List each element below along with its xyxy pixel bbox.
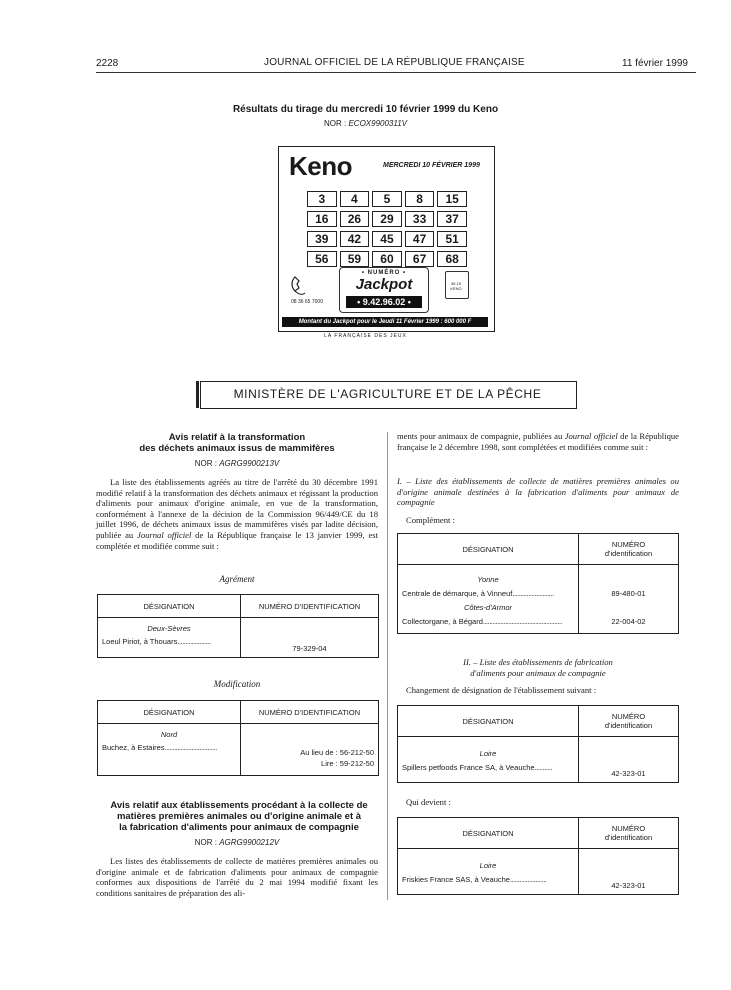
ident-new: Lire : 59-212-50 <box>321 759 374 768</box>
column-header: DÉSIGNATION <box>398 706 579 737</box>
establishment-name: Loeul Piriot, à Thouars..................... <box>102 637 211 646</box>
table-fabrication-old <box>397 705 679 783</box>
keno-title: Résultats du tirage du mercredi 10 février 1999 du Keno <box>232 104 499 115</box>
identification-numbers <box>579 565 679 634</box>
column-header: DÉSIGNATION <box>398 534 579 565</box>
keno-footer: LA FRANÇAISE DES JEUX <box>324 333 407 339</box>
establishment-name: Spillers petfoods France SA, à Veauche........... <box>402 762 553 772</box>
keno-number: 3 <box>307 191 337 207</box>
jackpot-banner: Montant du Jackpot pour le Jeudi 11 Février 1999 : 600 000 F <box>282 317 488 327</box>
avis2-body: Les listes des établissements de collecte de matières premières animales ou d'origine animale et de fabrication d'aliments pour animaux de compagnie conformes aux dispositions de l'arrêté du 2 mai 1994 modifié fixant les conditions sanitaires de préparation des ali- <box>96 856 378 898</box>
establishment-name: Collectorgane, à Bégard.................................................. <box>402 617 563 626</box>
keno-logo: Keno <box>289 151 352 181</box>
keno-draw-date: MERCREDI 10 FÉVRIER 1999 <box>383 162 480 169</box>
keno-number: 42 <box>340 231 370 247</box>
column-header: NUMÉRO d'identification <box>579 818 679 849</box>
avis1-nor <box>96 459 378 468</box>
complement-label: Complément : <box>406 515 455 525</box>
avis2-nor <box>96 838 378 847</box>
keno-row <box>307 191 467 207</box>
keno-number: 59 <box>340 251 370 267</box>
table-agrement <box>97 594 379 658</box>
keno-number-grid <box>307 191 467 271</box>
keno-row <box>307 211 467 227</box>
keno-number: 26 <box>340 211 370 227</box>
table-cell-designation <box>98 618 241 658</box>
avis1-title-line: des déchets animaux issus de mammifères <box>139 443 335 454</box>
body-text: de la République française le 13 janvier 1999, est complétée et modifiée comme suit : <box>96 529 378 551</box>
devient-label: Qui devient : <box>406 797 451 807</box>
minitel-code: 36 15 KENO <box>450 281 462 291</box>
keno-row <box>307 231 467 247</box>
nor-label: NOR : <box>194 459 217 468</box>
nor-code: ECOX9900311V <box>348 119 408 128</box>
jackpot-word: Jackpot <box>355 276 413 293</box>
region-name: Côtes-d'Armor <box>463 603 513 612</box>
table-cell-designation <box>398 565 579 634</box>
region-name: Nord <box>160 730 178 739</box>
keno-number: 15 <box>437 191 467 207</box>
column-header: NUMÉRO d'identification <box>579 706 679 737</box>
table-collecte <box>397 533 679 634</box>
avis1-title <box>96 432 378 454</box>
identification-number: 42-323-01 <box>579 849 679 895</box>
keno-number: 68 <box>437 251 467 267</box>
section-1-title: I. – Liste des établissements de collecte de matières premières animales ou d'origine animale destinées à la fabrication d'aliments pour animaux de compagnie <box>397 476 679 508</box>
keno-number: 56 <box>307 251 337 267</box>
avis2-title-line: la fabrication d'aliments pour animaux de compagnie <box>119 822 359 833</box>
column-header: DÉSIGNATION <box>98 701 241 724</box>
avis2-title-line: Avis relatif aux établissements procédant à la collecte de <box>110 800 368 811</box>
issue-date: 11 février 1999 <box>622 58 688 69</box>
table-modification <box>97 700 379 776</box>
body-text: La liste des établissements agréés au titre de l'arrêté du 30 décembre 1991 modifié relatif à la transformation des déchets animaux et régissant la production d'aliments pour animaux d'origine animale, en vue de la transformation, conformément à l'annexe de la décision de la Commission 96/449/CE du 18 juillet 1996, de déchets animaux issus de mammifères visés par ladite décision, publiée au <box>96 477 378 540</box>
identification-number <box>241 724 379 776</box>
region-name: Loire <box>479 860 497 870</box>
avis2-continuation: ments pour animaux de compagnie, publiées au Journal officiel de la République française le 2 décembre 1998, sont complétées et modifiées comme suit : <box>397 431 679 452</box>
nor-code: AGRG9900213V <box>219 459 280 468</box>
nor-label: NOR : <box>194 838 217 847</box>
header-rule <box>96 72 696 73</box>
table-cell-designation <box>398 737 579 783</box>
column-header: NUMÉRO d'identification <box>579 534 679 565</box>
nor-code: AGRG9900212V <box>219 838 280 847</box>
nor-label: NOR : <box>323 119 347 128</box>
keno-nor <box>0 119 731 128</box>
region-name: Deux-Sèvres <box>147 624 191 633</box>
keno-number: 45 <box>372 231 402 247</box>
ident-old: Au lieu de : 56-212-50 <box>300 748 374 757</box>
keno-ticket <box>278 146 495 332</box>
identification-number: 22-004-02 <box>611 617 646 626</box>
identification-number: 89-480-01 <box>611 589 646 598</box>
ministry-heading: MINISTÈRE DE L'AGRICULTURE ET DE LA PÊCHE <box>233 387 542 401</box>
change-label: Changement de désignation de l'établissement suivant : <box>406 685 597 695</box>
keno-number: 47 <box>405 231 435 247</box>
keno-number: 8 <box>405 191 435 207</box>
keno-number: 33 <box>405 211 435 227</box>
keno-number: 51 <box>437 231 467 247</box>
keno-number: 67 <box>405 251 435 267</box>
table-cell-designation <box>98 724 241 776</box>
phone-number: 08 36 65 7000 <box>291 299 323 305</box>
column-header: DÉSIGNATION <box>398 818 579 849</box>
keno-number: 37 <box>437 211 467 227</box>
keno-number: 60 <box>372 251 402 267</box>
jackpot-number: • 9.42.96.02 • <box>346 296 422 308</box>
table-fabrication-new <box>397 817 679 895</box>
keno-number: 5 <box>372 191 402 207</box>
keno-number: 29 <box>372 211 402 227</box>
region-name: Yonne <box>477 575 499 584</box>
column-header: NUMÉRO D'IDENTIFICATION <box>241 701 379 724</box>
section-2-title: II. – Liste des établissements de fabrication d'aliments pour animaux de compagnie <box>463 657 613 678</box>
avis1-title-line: Avis relatif à la transformation <box>168 432 306 443</box>
journal-reference: Journal officiel <box>137 529 192 540</box>
establishment-name: Buchez, à Estaires................................. <box>102 743 217 752</box>
section-agrement: Agrément <box>219 574 255 584</box>
jackpot-label: • NUMÉRO • <box>361 270 407 276</box>
avis2-title <box>96 800 382 833</box>
ministry-bar <box>196 381 199 408</box>
column-header: NUMÉRO D'IDENTIFICATION <box>241 595 379 618</box>
keno-number: 39 <box>307 231 337 247</box>
keno-number: 16 <box>307 211 337 227</box>
journal-title: JOURNAL OFFICIEL DE LA RÉPUBLIQUE FRANÇAISE <box>264 57 525 68</box>
journal-reference: Journal officiel <box>564 431 618 441</box>
establishment-name: Centrale de démarque, à Vinneuf.......................... <box>402 589 554 598</box>
jackpot-box <box>339 267 429 313</box>
establishment-name: Friskies France SAS, à Veauche....................... <box>402 874 547 884</box>
identification-number: 42-323-01 <box>579 737 679 783</box>
column-divider <box>387 432 388 900</box>
avis1-body <box>96 477 378 551</box>
region-name: Loire <box>479 748 497 758</box>
keno-row <box>307 251 467 267</box>
keno-number: 4 <box>340 191 370 207</box>
page-number: 2228 <box>96 58 119 69</box>
column-header: DÉSIGNATION <box>98 595 241 618</box>
section-modification: Modification <box>213 679 261 689</box>
avis2-title-line: matières premières animales ou d'origine animale et à <box>116 811 362 822</box>
identification-number: 79-329-04 <box>241 618 379 658</box>
table-cell-designation <box>398 849 579 895</box>
